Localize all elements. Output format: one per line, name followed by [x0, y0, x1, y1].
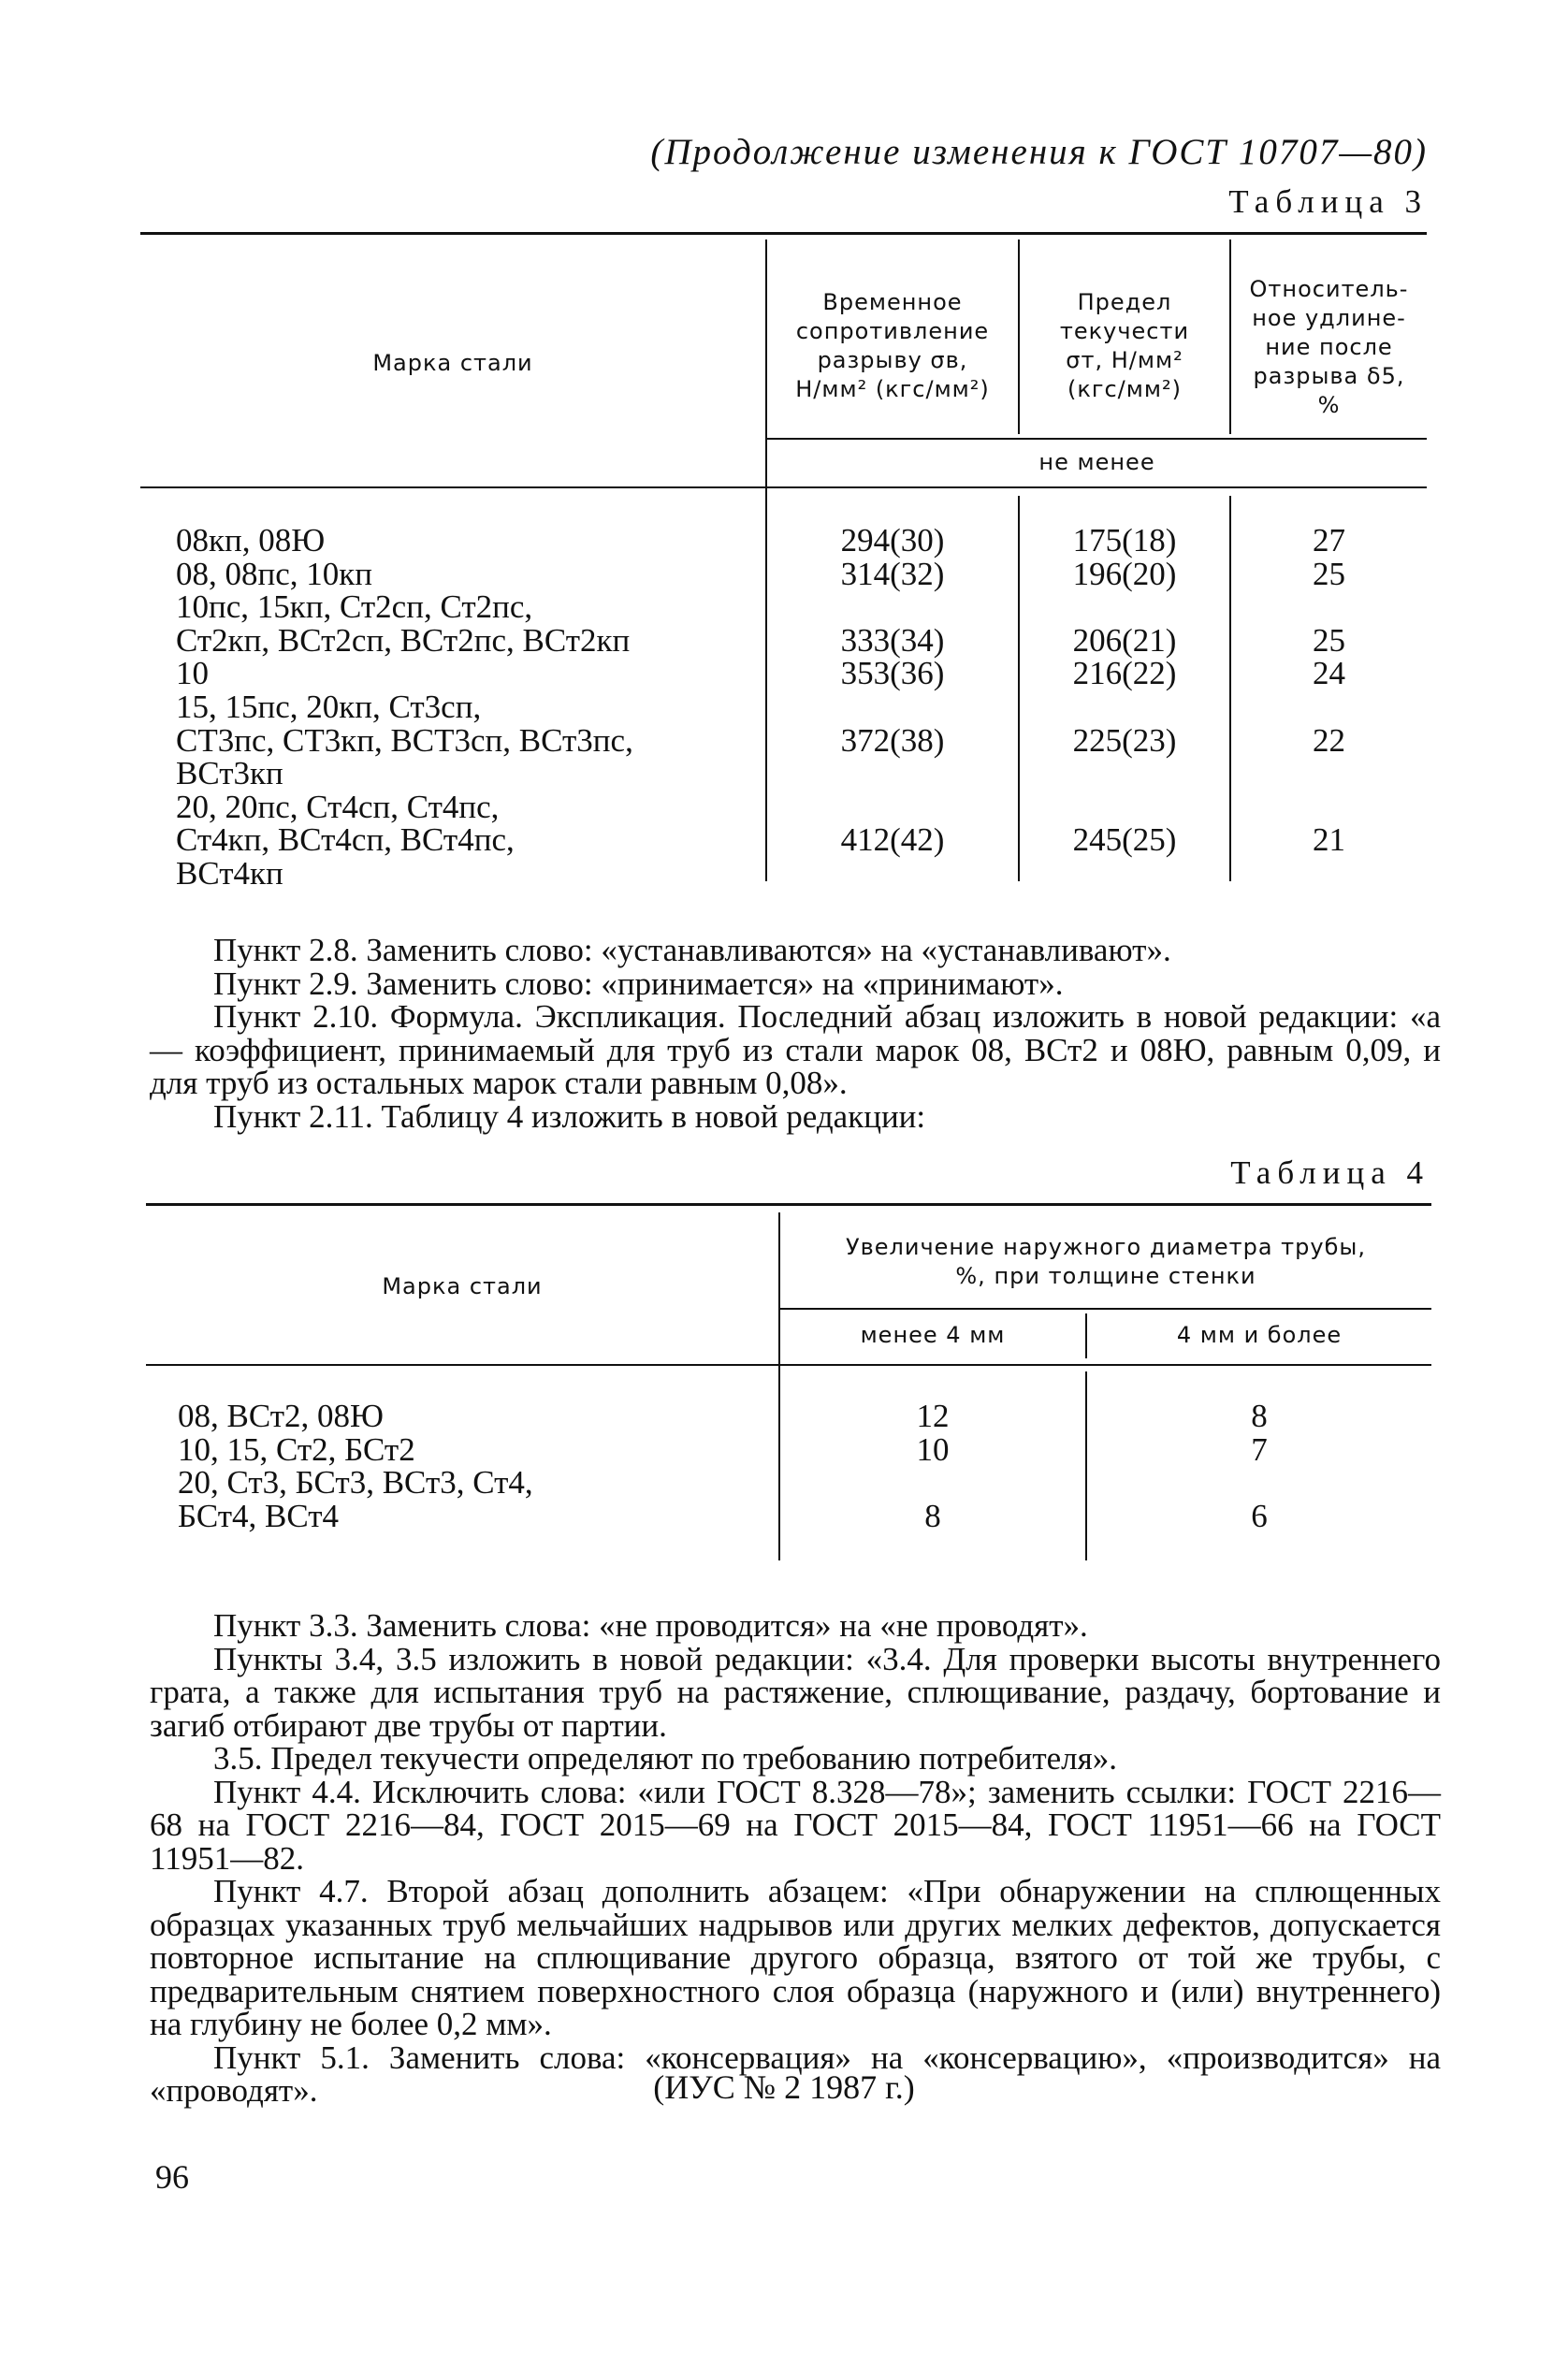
table3-row-strength: 314(32) — [840, 555, 945, 592]
table3-col-yield — [1020, 288, 1229, 404]
table3-col-yield-line: (кгс/мм²) — [1067, 376, 1182, 402]
table3-row-grade: 20, 20пс, Ст4сп, Ст4пс, — [176, 788, 500, 825]
table3-row-elongation: 25 — [1313, 555, 1345, 592]
table3-row-grade: 10пс, 15кп, Ст2сп, Ст2пс, — [176, 588, 533, 626]
text-block-1 — [150, 934, 1441, 1133]
table3-header-rule — [140, 486, 1427, 488]
table3-row-grade: 08кп, 08Ю — [176, 522, 326, 559]
table3-row-grade: 10 — [176, 655, 209, 692]
paragraph: 3.5. Предел текучести определяют по требованию потребителя». — [213, 1740, 1117, 1777]
table3-col-elongation-line: % — [1317, 392, 1341, 418]
table4-col-group-line: %, при толщине стенки — [955, 1263, 1256, 1289]
table3-row-elongation: 27 — [1313, 522, 1345, 559]
table3-col-elongation-line: Относитель- — [1249, 276, 1409, 302]
table4-row-b: 7 — [1251, 1430, 1268, 1468]
table4-row-b: 6 — [1251, 1497, 1268, 1534]
table3-row-yield: 206(21) — [1072, 621, 1177, 659]
table3-row-strength: 294(30) — [840, 522, 945, 559]
table4-row-grade: 08, ВСт2, 08Ю — [178, 1398, 384, 1434]
table3-row-strength: 333(34) — [840, 621, 945, 659]
table4-row-grade: БСт4, ВСт4 — [178, 1497, 340, 1534]
source-note: (ИУС № 2 1987 г.) — [653, 2068, 915, 2106]
table3-row-yield: 196(20) — [1072, 555, 1177, 592]
paragraph: Пункт 2.10. Формула. Экспликация. Последний абзац изложить в новой редакции: «а — коэффициент, принимаемый для труб из стали марок 08, ВСт2 и 08Ю, равным 0,09, и для труб из остальных марок стали равным 0,08». — [150, 998, 1441, 1101]
table4-col-grade: Марка стали — [382, 1273, 543, 1299]
table3-row-grade: СТ3пс, СТ3кп, ВСТ3сп, ВСт3пс, — [176, 721, 633, 759]
table3-row-elongation: 22 — [1313, 721, 1345, 759]
table3-row-grade: 08, 08пс, 10кп — [176, 555, 372, 592]
paragraph: Пункт 3.3. Заменить слова: «не проводится» на «не проводят». — [213, 1607, 1088, 1644]
paragraph: Пункт 2.8. Заменить слово: «устанавливаются» на «устанавливают». — [213, 932, 1171, 968]
paragraph: Пункт 2.9. Заменить слово: «принимается» на «принимают». — [213, 965, 1064, 1002]
table3-col-strength-line: Н/мм² (кгс/мм²) — [795, 376, 990, 402]
page-number: 96 — [155, 2158, 189, 2196]
table3-row-yield: 225(23) — [1072, 721, 1177, 759]
table3-sub-rule — [767, 438, 1427, 440]
table3-row-elongation: 24 — [1313, 655, 1345, 692]
paragraph: Пункт 5.1. Заменить слова: «консервация» на «консервацию», «производится» на «проводят». — [150, 2039, 1441, 2109]
table3-col-elongation-line: ное удлине- — [1252, 305, 1406, 331]
table4-row-grade: 20, Ст3, БСт3, ВСт3, Ст4, — [178, 1464, 533, 1502]
table4-col-group-line: Увеличение наружного диаметра трубы, — [846, 1234, 1366, 1260]
paragraph: Пункт 2.11. Таблицу 4 изложить в новой редакции: — [213, 1097, 926, 1135]
table3-col-elongation — [1231, 275, 1427, 420]
table3-top-rule — [140, 232, 1427, 235]
table4-row-grade: 10, 15, Ст2, БСт2 — [178, 1430, 415, 1468]
table3-col-strength — [767, 288, 1018, 404]
table4-row-a: 10 — [916, 1430, 950, 1468]
table3-row-strength: 372(38) — [840, 721, 945, 759]
table3-col-strength-line: сопротивление — [795, 318, 990, 344]
paragraph: Пункт 4.7. Второй абзац дополнить абзацем: «При обнаружении на сплющенных образцах указанных труб мельчайших надрывов или других мелких дефектов, допускается повторное испытание на сплющивание другого образца, взятого от той же трубы, с предварительным снятием поверхностного слоя образца (наружного и (или) внутреннего) на глубину не более 0,2 мм». — [150, 1873, 1441, 2042]
table4-top-rule — [146, 1203, 1431, 1206]
table3-row-elongation: 21 — [1313, 821, 1345, 859]
page-header: (Продолжение изменения к ГОСТ 10707—80) — [650, 132, 1428, 172]
table3-row-strength: 412(42) — [840, 821, 945, 859]
table3-subheader: не менее — [1038, 449, 1155, 475]
table3-row-strength: 353(36) — [840, 655, 945, 692]
table3-row-yield: 245(25) — [1072, 821, 1177, 859]
paragraph: Пункты 3.4, 3.5 изложить в новой редакции: «3.4. Для проверки высоты внутреннего грата, а также для испытания труб на растяжение, сплющивание, раздачу, бортование и загиб отбирают две трубы от партии. — [150, 1640, 1441, 1744]
table3-col-strength-line: Временное — [822, 289, 963, 315]
table4-col-b: 4 мм и более — [1176, 1322, 1343, 1348]
table3-row-yield: 175(18) — [1072, 522, 1177, 559]
table3-col-yield-line: σт, Н/мм² — [1066, 347, 1183, 373]
table3-row-grade: ВСт3кп — [176, 755, 283, 792]
table3-label: Таблица 3 — [1228, 183, 1428, 220]
table4-col-a: менее 4 мм — [860, 1322, 1006, 1348]
table4-header-rule — [146, 1364, 1431, 1366]
table4-label: Таблица 4 — [1230, 1154, 1430, 1191]
table4-col-group — [780, 1233, 1431, 1291]
table3-row-grade: 15, 15пс, 20кп, Ст3сп, — [176, 689, 482, 725]
table4-row-b: 8 — [1251, 1398, 1268, 1434]
table3-col-strength-line: разрыву σв, — [817, 347, 968, 373]
table4-row-a: 8 — [924, 1497, 941, 1534]
table3-col-yield-line: текучести — [1059, 318, 1190, 344]
table3-row-grade: Ст4кп, ВСт4сп, ВСт4пс, — [176, 821, 515, 859]
table3-row-grade: ВСт4кп — [176, 855, 283, 892]
table3-col-elongation-line: ние после — [1265, 334, 1393, 360]
table3-col-yield-line: Предел — [1077, 289, 1172, 315]
table4-sub-rule — [780, 1308, 1431, 1310]
table3-row-elongation: 25 — [1313, 621, 1345, 659]
text-block-2 — [150, 1609, 1441, 2108]
table3-row-grade: Ст2кп, ВСт2сп, ВСт2пс, ВСт2кп — [176, 621, 631, 659]
table4-row-a: 12 — [916, 1398, 950, 1434]
table3-col-elongation-line: разрыва δ5, — [1253, 363, 1405, 389]
table3-col-grade: Марка стали — [372, 350, 533, 376]
paragraph: Пункт 4.4. Исключить слова: «или ГОСТ 8.328—78»; заменить ссылки: ГОСТ 2216—68 на ГОСТ 2216—84, ГОСТ 2015—69 на ГОСТ 2015—84, ГОСТ 11951—66 на ГОСТ 11951—82. — [150, 1773, 1441, 1877]
table3-row-yield: 216(22) — [1072, 655, 1177, 692]
